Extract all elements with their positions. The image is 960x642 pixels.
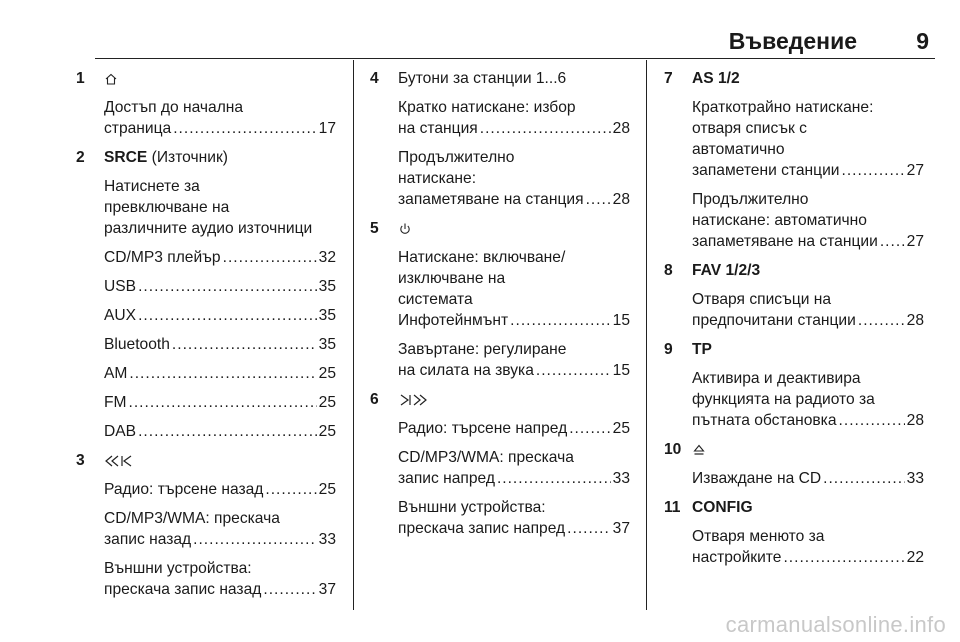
item-1 [76, 68, 336, 139]
page-ref[interactable]: на станция ..... 28 [398, 118, 630, 139]
home-icon [104, 72, 118, 86]
button-label: FAV 1/2/3 [692, 262, 761, 279]
item-3 [76, 450, 336, 600]
item-number: 5 [370, 220, 379, 237]
item-number: 7 [664, 70, 673, 87]
page-ref[interactable]: Инфотейнмънт ..... 15 [398, 310, 630, 331]
text-line: Завъртане: регулиране [398, 341, 567, 358]
watermark: carmanualsonline.info [725, 612, 946, 637]
item-4 [370, 68, 630, 210]
page-ref[interactable]: Радио: търсене назад ..... 25 [104, 479, 336, 500]
page-ref[interactable]: Радио: търсене напред ..... 25 [398, 418, 630, 439]
page-ref[interactable]: USB ..... 35 [104, 276, 336, 297]
page-ref[interactable]: запис назад ..... 33 [104, 529, 336, 550]
text-line: Натиснете за [104, 178, 200, 195]
page-title: Въведение [728, 28, 857, 54]
page-ref[interactable]: запаметяване на станции ..... 27 [692, 231, 924, 252]
power-icon [398, 222, 412, 236]
page-ref[interactable]: предпочитани станции ..... 28 [692, 310, 924, 331]
text-line: Натискане: включване/ [398, 249, 566, 266]
text-line: CD/MP3/WMA: прескача [104, 510, 280, 527]
item-number: 3 [76, 452, 85, 469]
item-number: 10 [664, 441, 682, 458]
button-label: CONFIG [692, 499, 753, 516]
page-ref[interactable]: запаметени станции ..... 27 [692, 160, 924, 181]
item-number: 2 [76, 149, 85, 166]
text-line: Външни устройства: [104, 560, 252, 577]
page-ref[interactable]: запаметяване на станция ..... 28 [398, 189, 630, 210]
item-7 [664, 68, 924, 252]
text-line: функцията на радиото за [692, 391, 875, 408]
button-label: SRCE [104, 149, 148, 166]
text-line: Продължително [692, 191, 809, 208]
item-number: 4 [370, 70, 379, 87]
text-line: Продължително [398, 149, 515, 166]
page-ref[interactable]: AM ..... 25 [104, 363, 336, 384]
text-line: натискане: автоматично [692, 212, 867, 229]
page-ref[interactable]: настройките ..... 22 [692, 547, 924, 568]
item-6 [370, 389, 630, 539]
item-8 [664, 260, 924, 331]
page-ref[interactable]: Изваждане на CD ..... 33 [692, 468, 924, 489]
item-number: 8 [664, 262, 673, 279]
seek-back-icon [104, 454, 134, 468]
column-divider-1 [353, 60, 354, 610]
text-line: натискане: [398, 170, 477, 187]
page-ref[interactable]: CD/MP3 плейър ..... 32 [104, 247, 336, 268]
text-line: Външни устройства: [398, 499, 546, 516]
button-sublabel: (Източник) [147, 149, 228, 166]
button-label: TP [692, 341, 712, 358]
text-line: системата [398, 291, 473, 308]
page-header [95, 28, 935, 59]
text-line: автоматично [692, 141, 785, 158]
page-ref[interactable]: AUX ..... 35 [104, 305, 336, 326]
page-ref[interactable]: прескача запис напред ..... 37 [398, 518, 630, 539]
item-number: 11 [664, 499, 681, 516]
page-ref[interactable]: на силата на звука ..... 15 [398, 360, 630, 381]
item-5 [370, 218, 630, 381]
text-line: CD/MP3/WMA: прескача [398, 449, 574, 466]
column-1 [76, 68, 336, 600]
text-line: отваря списък с [692, 120, 807, 137]
item-number: 1 [76, 70, 85, 87]
column-3 [664, 68, 924, 568]
eject-icon [692, 443, 706, 457]
column-2 [370, 68, 630, 539]
item-number: 9 [664, 341, 673, 358]
item-label: Бутони за станции 1...6 [398, 70, 567, 87]
page-ref[interactable]: Bluetooth ..... 35 [104, 334, 336, 355]
page-ref[interactable]: FM ..... 25 [104, 392, 336, 413]
text-line: Кратко натискане: избор [398, 99, 576, 116]
text-line: Достъп до начална [104, 99, 244, 116]
column-divider-2 [646, 60, 647, 610]
page-ref[interactable]: DAB ..... 25 [104, 421, 336, 442]
page-ref[interactable]: пътната обстановка ..... 28 [692, 410, 924, 431]
seek-forward-icon [398, 393, 428, 407]
text-line: изключване на [398, 270, 506, 287]
item-number: 6 [370, 391, 379, 408]
item-11 [664, 497, 924, 568]
button-label: AS 1/2 [692, 70, 740, 87]
item-10 [664, 439, 924, 489]
text-line: различните аудио източници [104, 220, 313, 237]
page-ref[interactable]: страница ..... 17 [104, 118, 336, 139]
text-line: Краткотрайно натискане: [692, 99, 874, 116]
page-number: 9 [916, 28, 929, 54]
text-line: Отваря менюто за [692, 528, 825, 545]
text-line: Отваря списъци на [692, 291, 832, 308]
text-line: Активира и деактивира [692, 370, 861, 387]
item-2 [76, 147, 336, 442]
item-9 [664, 339, 924, 431]
text-line: превключване на [104, 199, 230, 216]
page-ref[interactable]: запис напред ..... 33 [398, 468, 630, 489]
page-ref[interactable]: прескача запис назад ..... 37 [104, 579, 336, 600]
